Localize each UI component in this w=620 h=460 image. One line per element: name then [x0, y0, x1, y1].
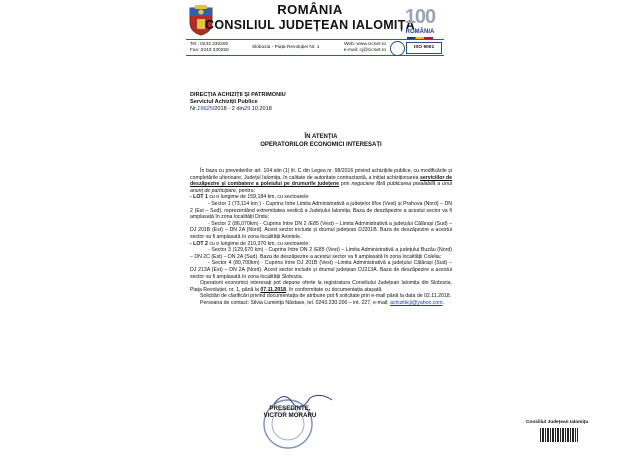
notice-title-line2: OPERATORILOR ECONOMICI INTERESAȚI: [260, 142, 382, 148]
offer-deadline: 07.11.2018: [260, 286, 287, 293]
signature-scribble: [270, 388, 340, 410]
council-title: CONSILIUL JUDEȚEAN IALOMIȚA: [205, 18, 415, 32]
intro-text-2: prin: [338, 181, 352, 188]
service-object: serviciilor de deszăpezire și combatere a poleiului pe drumurile județene: [190, 174, 452, 188]
sector-1: - Sector 1 (73,114 km ) - Cuprins între Limita Administrativă a județelor Ilfov (Vest) și Prahova (Nord) – DN 2 (Est – Sud), reprezentând extremitatea vestică a Județului Ialomița. Baza de deszăpezire a acestui sector va fi amplasată în zona localității Dridu;: [190, 200, 452, 221]
intro-paragraph: [190, 168, 452, 194]
contact-phones: [190, 42, 250, 54]
intro-text: În baza cu prevederilor art. 104 alin (1) lit. C din Legea nr. 98/2016 privind achizițiile publice, cu modificările și completările ulterioare, Județul Ialomița, în calitate de autoritate contractantă, a inițiat achiziționarea: [190, 168, 452, 181]
contact-text: Persoana de contact: Silvia Luminița Năstase, tel. 0243.230.200 – int. 227, e-mail:: [200, 299, 389, 306]
contact-paragraph: [190, 300, 452, 307]
ref-middle: /2018 - 2 din: [212, 106, 244, 112]
tel-text: Tel.: 0243 230200: [190, 42, 229, 47]
sector-2: - Sector 2 (86,070km) - Cuprins între DN 2 /E85 (Vest) – Limita Administrativă a județului Călărași (Sud) – DJ 201B (Est) – DN 2A (Nord). Acest sector include și drumul județean DJ201B. Baza de deszăpezire a acestui sector va fi amplasată în zona localității Axintele.: [190, 220, 452, 240]
iso-badge-icon: [390, 41, 405, 56]
iso-badge: ISO 9001: [406, 42, 442, 54]
notice-title-line1: ÎN ATENȚIA: [304, 134, 338, 140]
barcode: [540, 428, 578, 442]
clarification-paragraph: Solicitări de clarificări privind documentația de atribuire pot fi solicitate prin e-mail până la data de 02.11.2018.: [200, 293, 452, 300]
centenar-number: 100: [404, 6, 436, 28]
lot2-heading: [190, 241, 452, 248]
fax-text: Fax: 0243 230250: [190, 48, 229, 53]
ref-day: 29: [243, 106, 251, 112]
offer-paragraph: [190, 280, 452, 293]
notice-body: [190, 168, 452, 306]
address-text: Slobozia - Piața Revoluției Nr. 1: [252, 45, 320, 50]
web-text: Web: www.cicnet.ro: [343, 42, 386, 47]
country-title: ROMÂNIA: [277, 2, 343, 17]
centenar-logo: [398, 6, 442, 42]
contact-text-tail: .: [442, 299, 445, 306]
ref-prefix: Nr.: [190, 106, 198, 112]
ref-number: 19625: [197, 106, 213, 112]
header-divider: [186, 39, 444, 40]
centenar-label: ROMÂNIA: [405, 29, 435, 35]
offer-text: Operatorii economici interesați pot depune oferte la registratura Consiliului Județean Ialomița din Slobozia, Piața Revoluției, nr. 1, până la: [190, 280, 452, 293]
email-text: e-mail: cj@cicnet.ro: [343, 48, 386, 53]
procedure-type: negociere fără publicarea prealabilă a unui anunț de participare: [190, 181, 452, 194]
lot1-label: - LOT 1: [190, 194, 208, 201]
lot1-length: cu o lungime de 159,184 km, cu sectoarele:: [207, 194, 310, 201]
lot1-heading: [190, 194, 452, 201]
sector-3: - Sector 3 (129,670 km) - Cuprins între DN 2 /E85 (Vest) – Limita Administrativă a județului Buzău (Nord) – DN 2C (Est) – DN 2A (Sud). Baza de deszăpezire a acestui sector va fi amplasată în zona localității Colelia;: [190, 247, 452, 260]
offer-text-2: , în conformitate cu documentația atașată.: [286, 286, 383, 293]
header-divider-2: [186, 55, 444, 56]
registry-stamp-label: Consiliul Județean Ialomița: [525, 420, 589, 425]
reference-number: [190, 106, 272, 112]
contact-web: [326, 42, 386, 54]
sector-4: - Sector 4 (80,700km) - Cuprins între DJ 201B (Vest) –Limita Administrativă a județului Călărași (Sud) – DJ 213A (Est) – DN 2A (Nord). Acest sector include și drumul județean DJ213A. Baza de deszăpezire a acestui sector va fi amplasată în zona localității Slobozia.: [190, 260, 452, 280]
department-name: DIRECȚIA ACHIZIȚII ȘI PATRIMONIU: [190, 92, 286, 98]
lot2-label: - LOT 2: [190, 240, 208, 247]
lot2-length: cu o lungime de 210,370 km, cu sectoarele:: [207, 240, 310, 247]
ref-suffix: .10.2018: [250, 106, 272, 112]
service-name: Serviciul Achiziții Publice: [190, 99, 258, 105]
intro-text-3: , pentru:: [235, 187, 255, 194]
signatory-role: PREȘEDINTE,: [269, 405, 311, 412]
contact-email-link[interactable]: achizitiicji@yahoo.com: [390, 299, 443, 306]
signatory-name: VICTOR MORARU: [263, 412, 317, 419]
